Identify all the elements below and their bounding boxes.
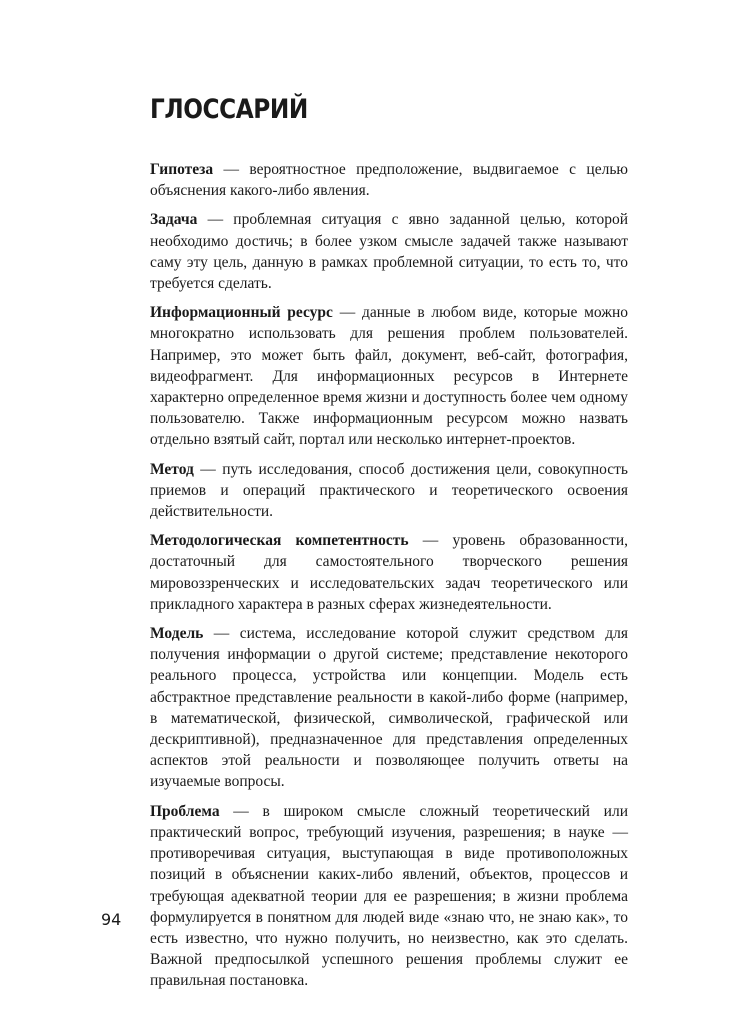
entry-definition: — в широком смысле сложный теоретический или практический вопрос, требующий изучения, разрешения; в науке — противоречивая ситуация, выступающая в виде противоположных позиций в объяснении каких-либо явлений, объектов, процессов и требующая адекватной теории для ее разрешения; в жизни проблема формулируется в понятном для людей виде «знаю что, не знаю как», то есть известно, что нужно получить, но неизвестно, как это сделать. Важной предпосылкой успешного решения проблемы служит ее правильная постановка. xyxy=(150,802,628,990)
page-title: ГЛОССАРИЙ xyxy=(150,94,308,125)
glossary-list xyxy=(150,159,628,1000)
glossary-entry-hypothesis xyxy=(150,159,628,201)
glossary-entry-model xyxy=(150,623,628,793)
entry-definition: — путь исследования, способ достижения цели, совокупность приемов и операций практического и теоретического освоения действительности. xyxy=(150,460,628,521)
glossary-entry-task xyxy=(150,209,628,294)
entry-definition: — проблемная ситуация с явно заданной целью, которой необходимо достичь; в более узком смысле задачей также называют саму эту цель, данную в рамках проблемной ситуации, то есть то, что требуется сделать. xyxy=(150,211,628,293)
entry-term: Проблема xyxy=(150,802,220,820)
glossary-entry-methodological-competence xyxy=(150,530,628,615)
entry-term: Гипотеза xyxy=(150,161,214,178)
glossary-entry-problem xyxy=(150,801,628,992)
glossary-entry-method xyxy=(150,459,628,523)
glossary-entry-information-resource xyxy=(150,302,628,450)
entry-term: Информационный ресурс xyxy=(150,304,333,322)
entry-term: Модель xyxy=(150,625,204,643)
entry-term: Задача xyxy=(150,211,198,229)
entry-definition: — уровень образованности, достаточный для самостоятельного творческого решения мировоззренческих и исследовательских задач теоретического или прикладного характера в разных сферах жизнедеятельности. xyxy=(150,532,628,613)
entry-term: Метод xyxy=(150,460,194,478)
entry-term: Методологическая компетентность xyxy=(150,532,409,550)
entry-definition: — система, исследование которой служит средством для получения информации о другой системе; представление некоторого реального процесса, устройства или концепции. Модель есть абстрактное представление реальности в какой-либо форме (например, в математической, физической, символической, графической или дескриптивной), предназначенное для представления определенных аспектов этой реальности и позволяющее получить ответы на изучаемые вопросы. xyxy=(150,625,628,791)
page-number: 94 xyxy=(101,910,122,929)
entry-definition: — данные в любом виде, которые можно многократно использовать для решения проблем пользователей. Например, это может быть файл, документ, веб-сайт, фотография, видеофрагмент. Для информационных ресурсов в Интернете характерно определенное время жизни и доступность более чем одному пользователю. Также информационным ресурсом можно назвать отдельно взятый сайт, портал или несколько интернет-проектов. xyxy=(150,304,629,449)
entry-definition: — вероятностное предположение, выдвигаемое с целью объяснения какого-либо явления. xyxy=(150,161,628,200)
